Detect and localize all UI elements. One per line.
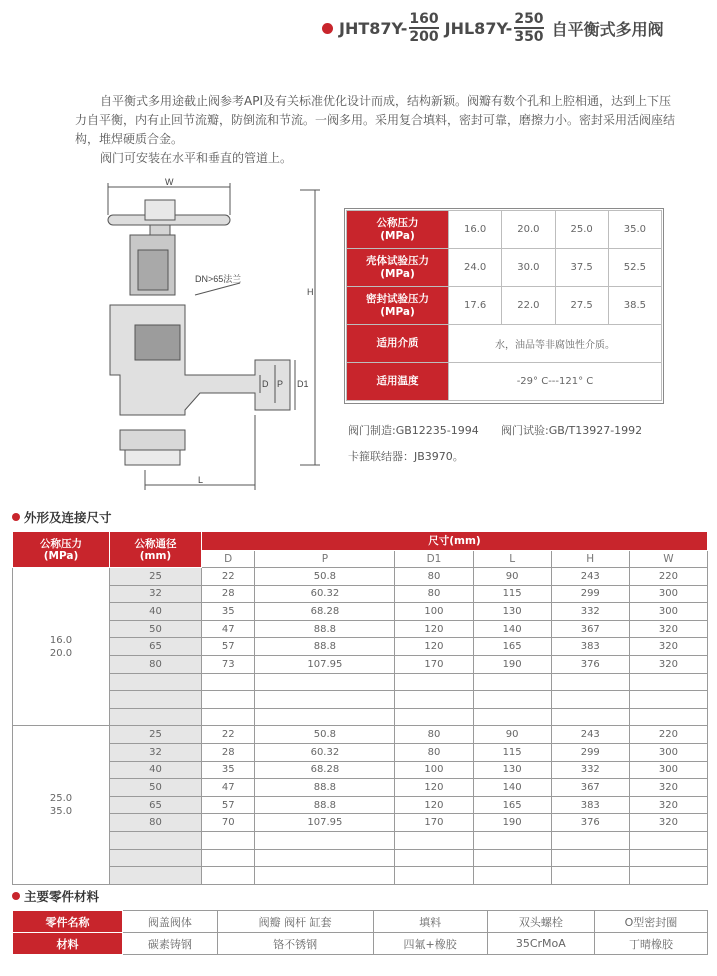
dim-col-header: P [255, 550, 395, 568]
table-cell: 50.8 [255, 726, 395, 744]
section-bullet-icon [12, 513, 20, 521]
spec-row [347, 287, 662, 325]
table-cell: 320 [629, 779, 707, 797]
table-cell [629, 849, 707, 867]
table-cell: 68.28 [255, 603, 395, 621]
dim-header-row [13, 532, 708, 551]
fraction-bottom-1: 200 [409, 29, 439, 45]
test-standard: 阀门试验:GB/T13927-1992 [501, 424, 643, 437]
table-cell [395, 831, 473, 849]
table-cell [473, 831, 551, 849]
dim-d-label: D [262, 379, 269, 389]
spec-cell: 37.5 [555, 249, 608, 287]
spec-row-label: 壳体试验压力 (MPa) [347, 249, 449, 287]
table-cell: 220 [629, 726, 707, 744]
table-row [13, 831, 708, 849]
table-cell [202, 691, 255, 709]
materials-mat-row [13, 933, 708, 955]
table-cell [629, 831, 707, 849]
material-cell: 四氟+橡胶 [373, 933, 487, 955]
pressure-fraction-1 [409, 11, 438, 45]
table-cell [395, 691, 473, 709]
table-cell: 80 [395, 585, 473, 603]
table-cell: 332 [551, 761, 629, 779]
table-cell: 115 [473, 585, 551, 603]
product-title [322, 10, 702, 46]
table-cell: 50 [110, 779, 202, 797]
material-cell: 丁晴橡胶 [594, 933, 707, 955]
spec-cell: 22.0 [502, 287, 555, 325]
standards-row [348, 444, 642, 470]
table-cell: 100 [395, 603, 473, 621]
table-cell: 220 [629, 568, 707, 586]
materials-table [12, 910, 708, 955]
table-row [13, 708, 708, 726]
header-size: 尺寸(mm) [202, 532, 708, 551]
title-bullet-icon [322, 23, 333, 34]
table-cell: 320 [629, 620, 707, 638]
spec-table [346, 210, 662, 401]
section-bullet-icon [12, 892, 20, 900]
table-cell: 140 [473, 620, 551, 638]
table-cell: 367 [551, 779, 629, 797]
table-cell: 190 [473, 814, 551, 832]
spec-cell: 24.0 [449, 249, 502, 287]
spec-cell: 16.0 [449, 211, 502, 249]
product-name: 自平衡式多用阀 [551, 19, 664, 39]
table-cell: 100 [395, 761, 473, 779]
table-cell: 332 [551, 603, 629, 621]
table-cell: 243 [551, 726, 629, 744]
table-cell: 299 [551, 585, 629, 603]
table-cell: 47 [202, 620, 255, 638]
temp-value: -29° C---121° C [449, 363, 662, 401]
table-cell [202, 831, 255, 849]
spec-cell: 38.5 [608, 287, 661, 325]
table-cell: 80 [395, 726, 473, 744]
table-cell: 35 [202, 603, 255, 621]
table-cell: 60.32 [255, 585, 395, 603]
table-cell: 80 [110, 814, 202, 832]
header-dn: 公称通径 (mm) [110, 532, 202, 568]
table-cell [395, 673, 473, 691]
table-cell: 70 [202, 814, 255, 832]
table-cell [629, 691, 707, 709]
spec-row [347, 249, 662, 287]
part-name-cell: 阀盖阀体 [123, 911, 218, 933]
spec-cell: 20.0 [502, 211, 555, 249]
dim-l-label: L [198, 475, 204, 485]
table-cell [629, 708, 707, 726]
table-cell: 165 [473, 796, 551, 814]
table-row [13, 779, 708, 797]
table-row [13, 568, 708, 586]
header-pressure: 公称压力 (MPa) [13, 532, 110, 568]
materials-parts-row [13, 911, 708, 933]
table-cell: 90 [473, 568, 551, 586]
intro-paragraph-1: 自平衡式多用途截止阀参考API及有关标准优化设计而成，结构新颖。阀瓣有数个孔和上腔相通，达到上下压力自平衡，内有止回节流瓣，防倒流和节流。一阀多用。采用复合填料，密封可靠，磨擦力小。密封采用活阀座结构，堆焊硬质合金。 [75, 94, 676, 146]
table-cell [473, 867, 551, 885]
table-cell: 320 [629, 814, 707, 832]
table-cell [473, 673, 551, 691]
medium-value: 水，油品等非腐蚀性介质。 [449, 325, 662, 363]
spec-cell: 52.5 [608, 249, 661, 287]
fraction-bottom-2: 350 [514, 29, 544, 45]
table-cell: 115 [473, 743, 551, 761]
table-cell: 300 [629, 743, 707, 761]
dim-d1-label: D1 [297, 379, 309, 389]
table-cell [473, 849, 551, 867]
table-cell: 320 [629, 638, 707, 656]
table-row [13, 603, 708, 621]
standards-row [348, 418, 642, 444]
table-cell [551, 708, 629, 726]
table-cell [110, 708, 202, 726]
table-cell [255, 849, 395, 867]
dim-col-header: L [473, 550, 551, 568]
table-row [13, 726, 708, 744]
part-name-cell: 填料 [373, 911, 487, 933]
section-mat-title: 主要零件材料 [24, 889, 100, 904]
dim-col-header: D1 [395, 550, 473, 568]
table-cell: 25 [110, 726, 202, 744]
table-cell: 120 [395, 620, 473, 638]
table-cell: 50.8 [255, 568, 395, 586]
table-cell: 88.8 [255, 638, 395, 656]
table-cell: 376 [551, 814, 629, 832]
table-cell: 107.95 [255, 814, 395, 832]
table-cell: 120 [395, 796, 473, 814]
table-cell: 130 [473, 761, 551, 779]
material-cell: 铬不锈钢 [217, 933, 373, 955]
table-cell [202, 708, 255, 726]
table-row [13, 761, 708, 779]
table-cell: 73 [202, 655, 255, 673]
table-cell: 243 [551, 568, 629, 586]
spec-row-medium [347, 325, 662, 363]
dim-col-header: H [551, 550, 629, 568]
table-cell [110, 673, 202, 691]
spec-row-label: 公称压力 (MPa) [347, 211, 449, 249]
table-cell: 22 [202, 726, 255, 744]
table-row [13, 655, 708, 673]
table-cell: 28 [202, 743, 255, 761]
table-cell [255, 673, 395, 691]
table-cell: 320 [629, 796, 707, 814]
model-code-2: JHL87Y- [444, 18, 513, 38]
table-cell [255, 708, 395, 726]
table-cell: 90 [473, 726, 551, 744]
table-cell: 57 [202, 796, 255, 814]
spec-cell: 35.0 [608, 211, 661, 249]
dimension-table [12, 531, 708, 885]
medium-label: 适用介质 [347, 325, 449, 363]
spec-cell: 25.0 [555, 211, 608, 249]
intro-text [75, 92, 675, 168]
table-row [13, 849, 708, 867]
table-cell: 40 [110, 603, 202, 621]
table-cell: 88.8 [255, 620, 395, 638]
fraction-top-2: 250 [514, 11, 544, 27]
spec-cell: 30.0 [502, 249, 555, 287]
dim-w-label: W [165, 177, 174, 187]
table-cell: 107.95 [255, 655, 395, 673]
spec-cell: 17.6 [449, 287, 502, 325]
table-cell [110, 831, 202, 849]
dim-col-header: D [202, 550, 255, 568]
table-cell [551, 673, 629, 691]
table-cell: 120 [395, 638, 473, 656]
table-row [13, 691, 708, 709]
part-name-cell: O型密封圈 [594, 911, 707, 933]
fraction-top-1: 160 [409, 11, 439, 27]
table-cell: 32 [110, 585, 202, 603]
table-cell: 22 [202, 568, 255, 586]
table-cell: 25 [110, 568, 202, 586]
table-cell: 320 [629, 655, 707, 673]
table-row [13, 673, 708, 691]
table-cell [629, 867, 707, 885]
section-dims-title: 外形及连接尺寸 [24, 510, 112, 525]
table-cell: 299 [551, 743, 629, 761]
table-cell: 35 [202, 761, 255, 779]
valve-drawing [90, 175, 335, 495]
dim-h-label: H [307, 287, 314, 297]
table-cell: 68.28 [255, 761, 395, 779]
table-cell [551, 691, 629, 709]
table-cell [473, 691, 551, 709]
table-cell: 383 [551, 796, 629, 814]
table-cell [202, 867, 255, 885]
table-cell [110, 691, 202, 709]
table-cell: 60.32 [255, 743, 395, 761]
spec-row-temp [347, 363, 662, 401]
material-cell: 碳素铸钢 [123, 933, 218, 955]
table-row [13, 638, 708, 656]
table-cell: 120 [395, 779, 473, 797]
spec-cell: 27.5 [555, 287, 608, 325]
table-cell: 80 [110, 655, 202, 673]
part-name-cell: 双头螺栓 [487, 911, 594, 933]
table-row [13, 867, 708, 885]
table-cell [395, 849, 473, 867]
model-code-1: JHT87Y- [339, 18, 408, 38]
table-row [13, 620, 708, 638]
intro-paragraph-2: 阀门可安装在水平和垂直的管道上。 [100, 151, 293, 165]
table-cell [551, 831, 629, 849]
table-cell: 50 [110, 620, 202, 638]
table-cell: 65 [110, 796, 202, 814]
pressure-group-label: 16.0 20.0 [13, 568, 110, 726]
table-cell: 80 [395, 743, 473, 761]
table-cell: 130 [473, 603, 551, 621]
table-cell: 300 [629, 585, 707, 603]
table-row [13, 796, 708, 814]
table-cell [202, 673, 255, 691]
part-name-label: 零件名称 [13, 911, 123, 933]
table-cell: 57 [202, 638, 255, 656]
pressure-group-label: 25.0 35.0 [13, 726, 110, 884]
table-cell [255, 691, 395, 709]
table-cell: 88.8 [255, 796, 395, 814]
table-cell [395, 867, 473, 885]
table-cell [110, 849, 202, 867]
table-cell [473, 708, 551, 726]
table-cell [255, 867, 395, 885]
dim-p-label: P [277, 379, 284, 389]
pressure-fraction-2 [514, 11, 543, 45]
material-cell: 35CrMoA [487, 933, 594, 955]
spec-row-label: 密封试验压力 (MPa) [347, 287, 449, 325]
part-name-cell: 阀瓣 阀杆 缸套 [217, 911, 373, 933]
clamp-standard: 卡箍联结器：JB3970。 [348, 450, 464, 463]
section-dims-heading [12, 508, 112, 526]
make-standard: 阀门制造:GB12235-1994 [348, 424, 479, 437]
table-cell: 165 [473, 638, 551, 656]
flange-note: DN>65法兰 [195, 274, 242, 284]
table-cell: 47 [202, 779, 255, 797]
dim-col-header: W [629, 550, 707, 568]
table-cell [551, 849, 629, 867]
table-cell: 65 [110, 638, 202, 656]
table-cell: 32 [110, 743, 202, 761]
table-cell [395, 708, 473, 726]
table-row [13, 585, 708, 603]
table-cell: 40 [110, 761, 202, 779]
table-cell [629, 673, 707, 691]
spec-row [347, 211, 662, 249]
table-cell: 300 [629, 603, 707, 621]
table-cell: 170 [395, 655, 473, 673]
section-mat-heading [12, 887, 99, 905]
table-cell [110, 867, 202, 885]
table-row [13, 743, 708, 761]
material-label: 材料 [13, 933, 123, 955]
table-cell: 376 [551, 655, 629, 673]
table-cell [255, 831, 395, 849]
table-cell: 367 [551, 620, 629, 638]
table-cell: 28 [202, 585, 255, 603]
table-cell: 88.8 [255, 779, 395, 797]
table-cell: 190 [473, 655, 551, 673]
table-cell: 140 [473, 779, 551, 797]
table-cell: 300 [629, 761, 707, 779]
temp-label: 适用温度 [347, 363, 449, 401]
table-cell [551, 867, 629, 885]
dim-body [13, 568, 708, 885]
table-cell: 170 [395, 814, 473, 832]
table-cell: 383 [551, 638, 629, 656]
table-cell [202, 849, 255, 867]
table-row [13, 814, 708, 832]
table-cell: 80 [395, 568, 473, 586]
standards [348, 418, 642, 470]
